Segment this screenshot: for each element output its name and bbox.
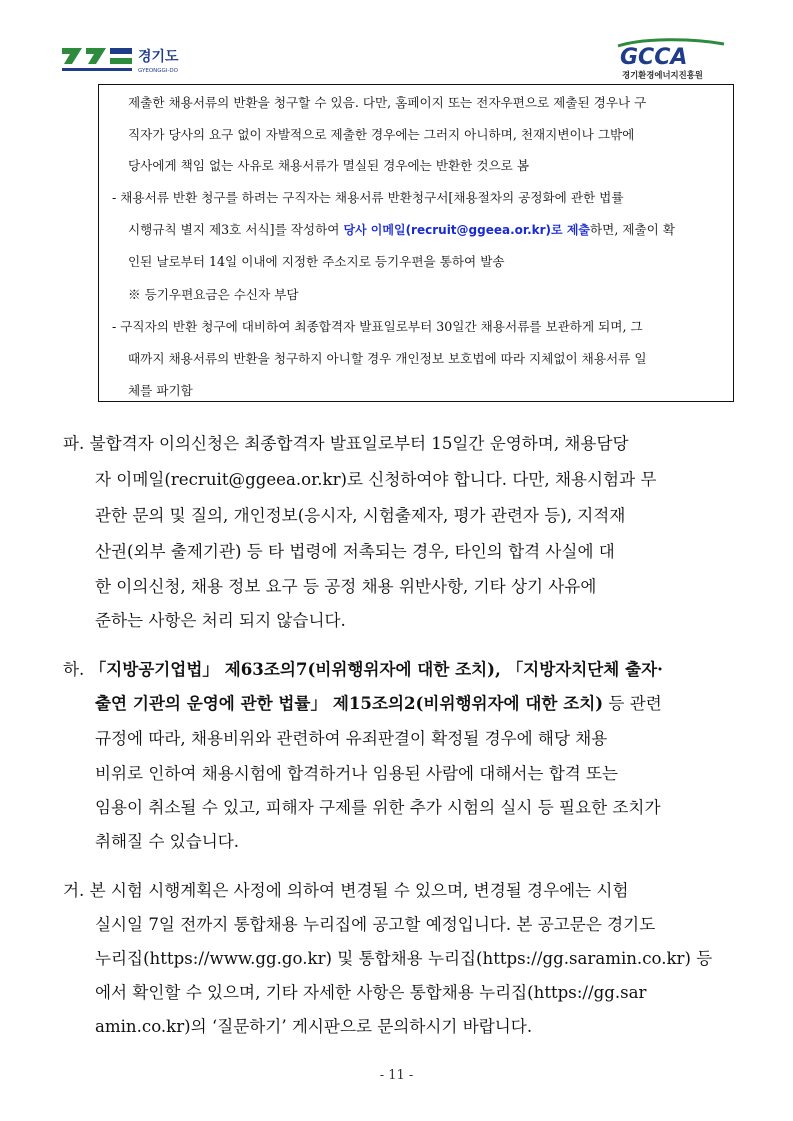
box-line-10: 체를 파기함 (128, 383, 193, 398)
geo-line-5: amin.co.kr)의 ‘질문하기’ 게시판으로 문의하시기 바랍니다. (95, 1017, 533, 1036)
geo-line-3: 누리집(https://www.gg.go.kr) 및 통합채용 누리집(https://gg.saramin.co.kr) 등 (95, 949, 713, 968)
ha-line-2 (95, 690, 662, 714)
pa-line-2: 자 이메일(recruit@ggeea.or.kr)로 신청하여야 합니다. 다만, 채용시험과 무 (95, 470, 657, 489)
ha-line-5: 임용이 취소될 수 있고, 피해자 구제를 위한 추가 시험의 실시 등 필요한 조치가 (95, 798, 661, 817)
box-line-6: 인된 날로부터 14일 이내에 지정한 주소지로 등기우편을 통하여 발송 (128, 254, 505, 269)
pa-line-6: 준하는 사항은 처리 되지 않습니다. (95, 611, 346, 630)
pa-line-3: 관한 문의 및 질의, 개인정보(응시자, 시험출제자, 평가 관련자 등), 지적재 (95, 506, 626, 525)
right-logo-mark: GCCA (620, 45, 688, 70)
pa-line-1: 파. 불합격자 이의신청은 최종합격자 발표일로부터 15일간 운영하며, 채용담당 (63, 434, 629, 453)
left-logo-sub: GYEONGGI-DO (138, 68, 178, 74)
ha-law-ref-1: 「지방공기업법」 제63조의7(비위행위자에 대한 조치), 「지방자치단체 출자· (89, 659, 663, 679)
box-line-5-a: 시행규칙 별지 제3호 서식]를 작성하여 (128, 222, 344, 237)
box-line-1: 제출한 채용서류의 반환을 청구할 수 있음. 다만, 홈페이지 또는 전자우편으로 제출된 경우나 구 (128, 95, 647, 110)
box-email-highlight: 당사 이메일(recruit@ggeea.or.kr)로 제출 (343, 223, 591, 237)
ha-line-6: 취해질 수 있습니다. (95, 832, 240, 851)
gyeonggi-do-logo (60, 42, 200, 78)
right-logo-text: 경기환경에너지진흥원 (622, 70, 703, 80)
geo-line-4: 에서 확인할 수 있으며, 기타 자세한 사항은 통합채용 누리집(https://gg.sar (95, 983, 647, 1002)
pa-line-5: 한 이의신청, 채용 정보 요구 등 공정 채용 위반사항, 기타 상기 사유에 (95, 577, 597, 596)
ha-line-1 (63, 656, 663, 680)
box-line-5-c: 하면, 제출이 확 (590, 222, 676, 237)
ha-line-2-tail: 등 관련 (603, 694, 662, 713)
box-line-9: 때까지 채용서류의 반환을 청구하지 아니할 경우 개인정보 보호법에 따라 지체없이 채용서류 일 (128, 351, 647, 366)
ha-line-4: 비위로 인하여 채용시험에 합격하거나 임용된 사람에 대해서는 합격 또는 (95, 764, 619, 783)
ha-line-3: 규정에 따라, 채용비위와 관련하여 유죄판결이 확정될 경우에 해당 채용 (95, 729, 608, 748)
ha-marker: 하. (63, 660, 90, 679)
left-logo-text: 경기도 (138, 49, 179, 65)
box-line-7: ※ 등기우편요금은 수신자 부담 (128, 287, 299, 302)
box-line-4: - 채용서류 반환 청구를 하려는 구직자는 채용서류 반환청구서[채용절차의 공정화에 관한 법률 (112, 190, 624, 205)
box-line-5 (128, 219, 675, 238)
box-line-2: 직자가 당사의 요구 없이 자발적으로 제출한 경우에는 그러지 아니하며, 천재지변이나 그밖에 (128, 127, 635, 142)
ggeea-logo (612, 36, 736, 82)
pa-line-4: 산권(외부 출제기관) 등 타 법령에 저촉되는 경우, 타인의 합격 사실에 대 (95, 542, 615, 561)
box-line-8: - 구직자의 반환 청구에 대비하여 최종합격자 발표일로부터 30일간 채용서류를 보관하게 되며, 그 (112, 319, 643, 334)
geo-line-2: 실시일 7일 전까지 통합채용 누리집에 공고할 예정입니다. 본 공고문은 경기도 (95, 915, 656, 934)
box-line-3: 당사에게 책임 없는 사유로 채용서류가 멸실된 경우에는 반환한 것으로 봄 (128, 158, 529, 173)
geo-line-1: 거. 본 시험 시행계획은 사정에 의하여 변경될 수 있으며, 변경될 경우에는 시험 (63, 881, 629, 900)
ha-law-ref-2: 출연 기관의 운영에 관한 법률」 제15조의2(비위행위자에 대한 조치) (95, 693, 604, 713)
page-number: - 11 - (379, 1068, 414, 1083)
